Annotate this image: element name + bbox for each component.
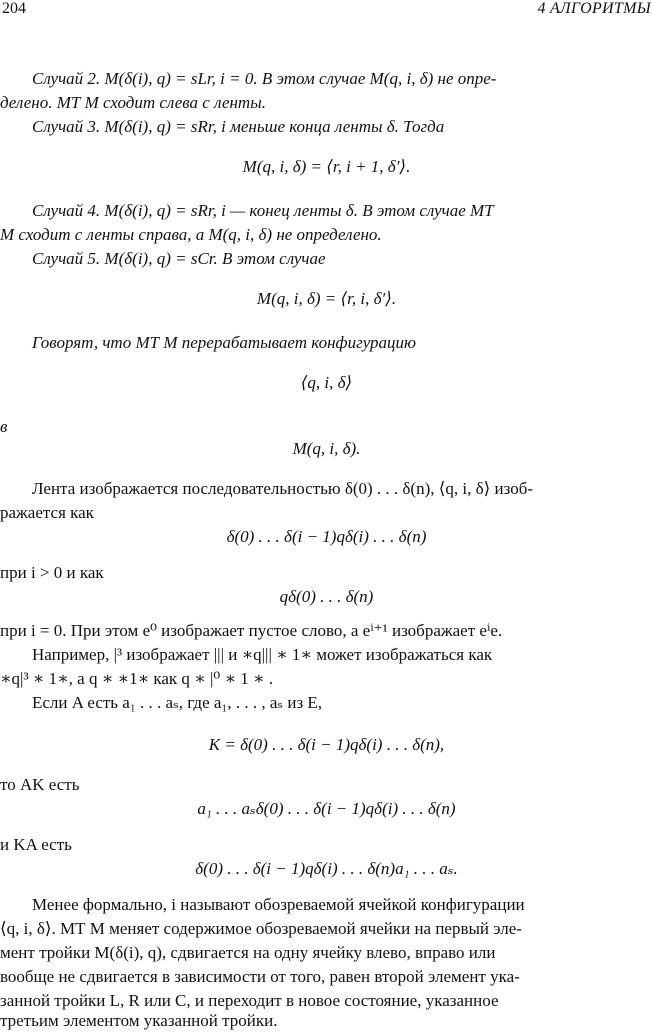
text-line: ∗q|³ ∗ 1∗, а q ∗ ∗1∗ как q ∗ |⁰ ∗ 1 ∗ . — [0, 669, 274, 688]
page-number: 204 — [2, 0, 26, 17]
text-line: Случай 2. M(δ(i), q) = sLr, i = 0. В этом случае M(q, i, δ) не опре- — [32, 69, 497, 88]
text-line: Случай 4. M(δ(i), q) = sRr, i — конец ленты δ. В этом случае МТ — [32, 201, 494, 220]
text-line: Менее формально, i называют обозреваемой ячейкой конфигурации — [32, 895, 525, 914]
text-line: третьим элементом указанной тройки. — [0, 1011, 278, 1030]
text-line: ⟨q, i, δ⟩ — [300, 373, 353, 392]
text-line: Говорят, что МТ M перерабатывает конфигурацию — [32, 333, 417, 352]
text-line: a₁ . . . aₛδ(0) . . . δ(i − 1)qδ(i) . . . δ(n) — [197, 799, 456, 818]
text-line: Лента изображается последовательностью δ(0) . . . δ(n), ⟨q, i, δ⟩ изоб- — [32, 479, 534, 498]
text-line: δ(0) . . . δ(i − 1)qδ(i) . . . δ(n)a₁ . . . aₛ. — [195, 859, 458, 878]
text-line: вообще не сдвигается в зависимости от того, равен второй элемент ука- — [0, 967, 520, 986]
text-line: M(q, i, δ). — [292, 439, 361, 458]
text-line: Случай 3. M(δ(i), q) = sRr, i меньше конца ленты δ. Тогда — [32, 117, 445, 136]
text-line: Например, |³ изображает ||| и ∗q||| ∗ 1∗ может изображаться как — [32, 645, 493, 664]
page-header — [0, 0, 653, 24]
text-line: M(q, i, δ) = ⟨r, i + 1, δ′⟩. — [242, 157, 411, 176]
text-line: то AK есть — [0, 775, 80, 794]
text-line: в — [0, 417, 8, 436]
text-line: при i = 0. При этом e⁰ изображает пустое слово, а eⁱ⁺¹ изображает eⁱe. — [0, 621, 503, 640]
text-line: мент тройки M(δ(i), q), сдвигается на одну ячейку влево, вправо или — [0, 943, 496, 962]
running-head: 4 АЛГОРИТМЫ — [537, 0, 651, 17]
text-line: ражается как — [0, 503, 94, 522]
text-line: qδ(0) . . . δ(n) — [279, 587, 374, 606]
text-line: занной тройки L, R или C, и переходит в новое состояние, указанное — [0, 991, 499, 1010]
text-line: K = δ(0) . . . δ(i − 1)qδ(i) . . . δ(n), — [208, 735, 445, 754]
text-line: Если A есть a₁ . . . aₛ, где a₁, . . . , aₛ из E, — [32, 693, 323, 712]
text-line: ⟨q, i, δ⟩. МТ M меняет содержимое обозреваемой ячейки на первый эле- — [0, 919, 522, 938]
text-line: δ(0) . . . δ(i − 1)qδ(i) . . . δ(n) — [226, 527, 427, 546]
text-line: и KA есть — [0, 835, 72, 854]
text-line: M сходит с ленты справа, а M(q, i, δ) не определено. — [0, 225, 382, 244]
text-line: при i > 0 и как — [0, 563, 104, 582]
text-line: Случай 5. M(δ(i), q) = sCr. В этом случае — [32, 249, 326, 268]
text-line: делено. МТ M сходит слева с ленты. — [0, 93, 266, 112]
text-line: M(q, i, δ) = ⟨r, i, δ′⟩. — [256, 289, 397, 308]
